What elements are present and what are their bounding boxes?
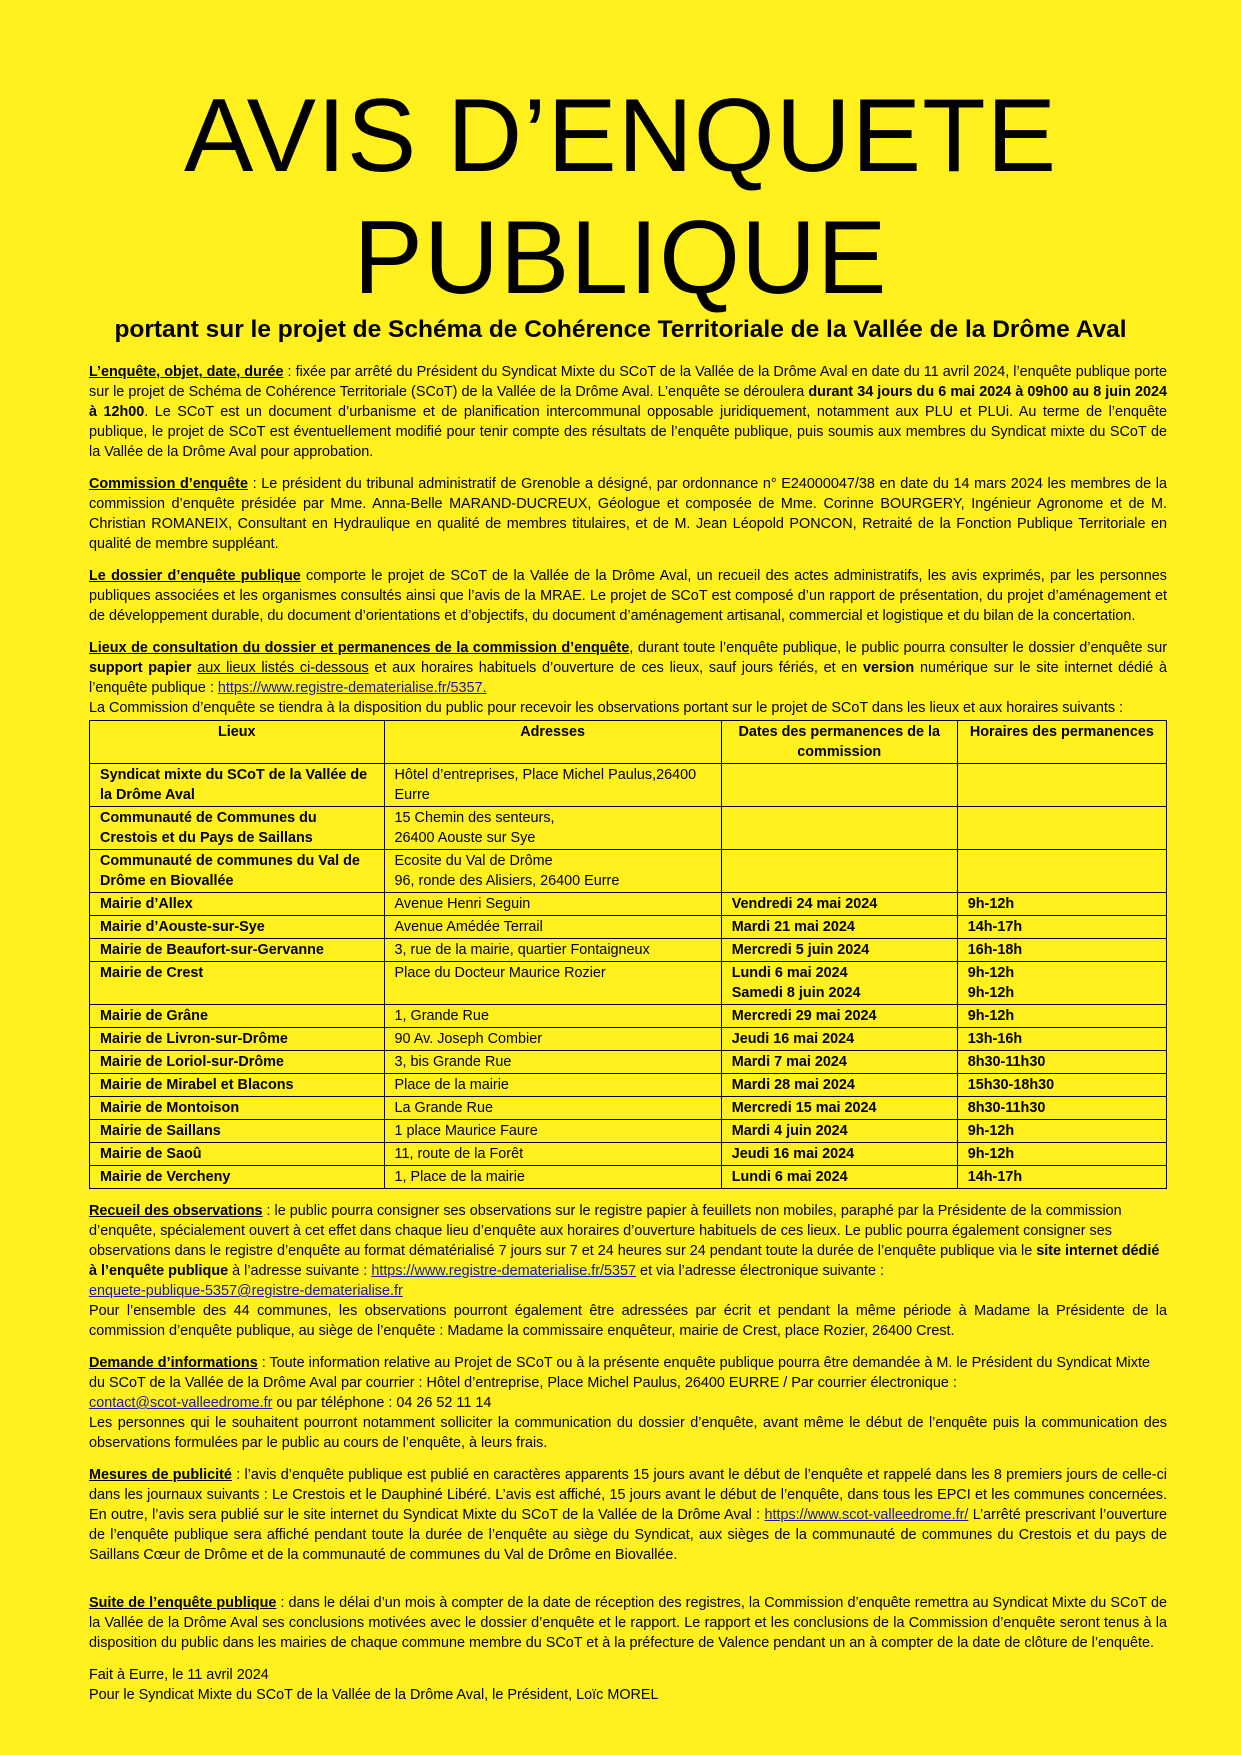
cell-adresse: Avenue Henri Seguin — [384, 893, 721, 916]
cell-lieu: Mairie d’Aouste-sur-Sye — [90, 916, 385, 939]
table-intro: La Commission d’enquête se tiendra à la disposition du public pour recevoir les observations portant sur le projet de SCoT dans les lieux et aux horaires suivants : — [89, 700, 1124, 716]
cell-lieu: Communauté de Communes du Crestois et du Pays de Saillans — [90, 807, 385, 850]
title-line-1: AVIS D’ENQUETE — [183, 78, 1058, 194]
cell-date: Mardi 21 mai 2024 — [721, 916, 957, 939]
cell-horaire: 16h-18h — [957, 939, 1166, 962]
cell-date: Mercredi 15 mai 2024 — [721, 1097, 957, 1120]
contact-email-link[interactable]: contact@scot-valleedrome.fr — [89, 1395, 273, 1411]
registre-link[interactable]: https://www.registre-dematerialise.fr/5357 — [371, 1263, 637, 1279]
cell-lieu: Mairie de Vercheny — [90, 1166, 385, 1189]
section-demande: Demande d’informations : Toute information relative au Projet de SCoT ou à la présente enquête publique pourra être demandée à M. le Président du Syndicat Mixte du SCoT de la Vallée de la Drôme Aval par courrier : Hôtel d’entreprise, Place Michel Paulus, 26400 EURRE / Par courrier électronique : contact@scot-valleedrome.fr ou par téléphone : 04 26 52 11 14 — [89, 1355, 1150, 1411]
column-header: Lieux — [90, 721, 385, 764]
cell-lieu: Mairie d’Allex — [90, 893, 385, 916]
cell-lieu: Mairie de Crest — [90, 962, 385, 1005]
table-row — [90, 850, 1167, 893]
cell-lieu: Communauté de communes du Val de Drôme en Biovallée — [90, 850, 385, 893]
table-row — [90, 962, 1167, 1005]
table-row — [90, 764, 1167, 807]
cell-adresse: 3, bis Grande Rue — [384, 1051, 721, 1074]
cell-date: Mercredi 29 mai 2024 — [721, 1005, 957, 1028]
cell-adresse: 1, Grande Rue — [384, 1005, 721, 1028]
cell-date: Mercredi 5 juin 2024 — [721, 939, 957, 962]
cell-horaire: 9h-12h — [957, 893, 1166, 916]
table-header-row — [90, 721, 1167, 764]
cell-date: Lundi 6 mai 2024 Samedi 8 juin 2024 — [721, 962, 957, 1005]
cell-date: Vendredi 24 mai 2024 — [721, 893, 957, 916]
table-row — [90, 807, 1167, 850]
cell-horaire: 9h-12h — [957, 1143, 1166, 1166]
cell-horaire: 14h-17h — [957, 916, 1166, 939]
registre-email-link[interactable]: enquete-publique-5357@registre-dematerialise.fr — [89, 1283, 403, 1299]
notice-subtitle: portant sur le projet de Schéma de Cohérence Territoriale de la Vallée de la Drôme Aval — [114, 316, 1127, 343]
table-row — [90, 1074, 1167, 1097]
column-header: Horaires des permanences — [957, 721, 1166, 764]
cell-adresse: Place de la mairie — [384, 1074, 721, 1097]
section-heading: Le dossier d’enquête publique — [89, 568, 301, 584]
cell-adresse: Ecosite du Val de Drôme 96, ronde des Alisiers, 26400 Eurre — [384, 850, 721, 893]
cell-adresse: Hôtel d’entreprises, Place Michel Paulus,26400 Eurre — [384, 764, 721, 807]
cell-date: Jeudi 16 mai 2024 — [721, 1143, 957, 1166]
cell-lieu: Mairie de Grâne — [90, 1005, 385, 1028]
demande-para-2: Les personnes qui le souhaitent pourront notamment solliciter la communication du dossier d’enquête, avant même le début de l’enquête puis la communication des observations formulées par le public au cours de l’enquête, à leurs frais. — [89, 1415, 1167, 1451]
cell-date: Mardi 4 juin 2024 — [721, 1120, 957, 1143]
cell-adresse: 1 place Maurice Faure — [384, 1120, 721, 1143]
cell-date: Lundi 6 mai 2024 — [721, 1166, 957, 1189]
cell-adresse: 15 Chemin des senteurs, 26400 Aouste sur Sye — [384, 807, 721, 850]
column-header: Dates des permanences de la commission — [721, 721, 957, 764]
table-row — [90, 1120, 1167, 1143]
cell-horaire: 9h-12h — [957, 1120, 1166, 1143]
cell-horaire: 8h30-11h30 — [957, 1097, 1166, 1120]
signature-signatory: Pour le Syndicat Mixte du SCoT de la Vallée de la Drôme Aval, le Président, Loïc MOREL — [89, 1687, 659, 1703]
cell-lieu: Mairie de Livron-sur-Drôme — [90, 1028, 385, 1051]
section-heading: Recueil des observations — [89, 1203, 263, 1219]
cell-horaire — [957, 807, 1166, 850]
cell-date — [721, 807, 957, 850]
cell-adresse: Place du Docteur Maurice Rozier — [384, 962, 721, 1005]
cell-adresse: 1, Place de la mairie — [384, 1166, 721, 1189]
cell-date — [721, 850, 957, 893]
section-heading: L’enquête, objet, date, durée — [89, 364, 284, 380]
table-row — [90, 916, 1167, 939]
section-suite: Suite de l’enquête publique : dans le délai d’un mois à compter de la date de réception des registres, la Commission d’enquête remettra au Syndicat Mixte du SCoT de la Vallée de la Drôme Aval ses conclusions motivées avec le dossier d’enquête et le rapport. Le rapport et les conclusions de la Commission d’enquête seront tenus à la disposition du public dans les mairies de chaque commune membre du SCoT et à la préfecture de Valence pendant un an à compter de la date de clôture de l’enquête. — [89, 1595, 1167, 1651]
table-row — [90, 893, 1167, 916]
section-heading: Mesures de publicité — [89, 1467, 232, 1483]
cell-lieu: Mairie de Loriol-sur-Drôme — [90, 1051, 385, 1074]
section-dossier: Le dossier d’enquête publique comporte le projet de SCoT de la Vallée de la Drôme Aval, un recueil des actes administratifs, les avis exprimés, par les personnes publiques associées et les organismes consultés ainsi que l’avis de la MRAE. Le projet de SCoT est composé d’un rapport de présentation, du projet d’aménagement et de développement durable, du document d’orientations et d’objectifs, du document d’aménagement artisanal, commercial et logistique et du bilan de la concertation. — [89, 568, 1167, 624]
cell-date: Jeudi 16 mai 2024 — [721, 1028, 957, 1051]
cell-date — [721, 764, 957, 807]
cell-horaire: 8h30-11h30 — [957, 1051, 1166, 1074]
cell-adresse: 90 Av. Joseph Combier — [384, 1028, 721, 1051]
section-heading: Lieux de consultation du dossier et permanences de la commission d’enquête — [89, 640, 630, 656]
cell-lieu: Syndicat mixte du SCoT de la Vallée de la Drôme Aval — [90, 764, 385, 807]
section-heading: Demande d’informations — [89, 1355, 258, 1371]
cell-horaire — [957, 850, 1166, 893]
cell-adresse: Avenue Amédée Terrail — [384, 916, 721, 939]
cell-lieu: Mairie de Beaufort-sur-Gervanne — [90, 939, 385, 962]
section-commission: Commission d’enquête : Le président du tribunal administratif de Grenoble a désigné, par ordonnance n° E24000047/38 en date du 14 mars 2024 les membres de la commission d’enquête présidée par Mme. Anna-Belle MARAND-DUCREUX, Géologue et composée de Mme. Corinne BOURGERY, Ingénieur Agronome et de M. Christian ROMANEIX, Consultant en Hydraulique en qualité de membres titulaires, et de M. Jean Léopold PONCON, Retraité de la Fonction Publique Territoriale en qualité de membre suppléant. — [89, 476, 1168, 552]
cell-lieu: Mairie de Saoû — [90, 1143, 385, 1166]
section-publicite: Mesures de publicité : l’avis d’enquête publique est publié en caractères apparents 15 jours avant le début de l’enquête et rappelé dans les 8 premiers jours de celle-ci dans les journaux suivants : Le Crestois et le Dauphiné Libéré. L’avis est affiché, 15 jours avant le début de l’enquête, dans tous les EPCI et les communes concernées. En outre, l’avis sera publié sur le site internet du Syndicat Mixte du SCoT de la Vallée de la Drôme Aval : https://www.scot-valleedrome.fr/ L’arrêté prescrivant l’ouverture de l’enquête publique sera affiché pendant toute la durée de l’enquête au siège du Syndicat, aux sièges de la communauté de communes du Crestois et du pays de Saillans Cœur de Drôme et de la communauté de communes du Val de Drôme en Biovallée. — [89, 1467, 1167, 1563]
table-row — [90, 1051, 1167, 1074]
cell-adresse: La Grande Rue — [384, 1097, 721, 1120]
section-enquete: L’enquête, objet, date, durée : fixée par arrêté du Président du Syndicat Mixte du SCoT de la Vallée de la Drôme Aval en date du 11 avril 2024, l’enquête publique porte sur le projet de Schéma de Cohérence Territoriale (SCoT) de la Vallée de la Drôme Aval. L’enquête se déroulera durant 34 jours du 6 mai 2024 à 09h00 au 8 juin 2024 à 12h00. Le SCoT est un document d’urbanisme et de planification intercommunal opposable juridiquement, notamment aux PLU et PLUi. Au terme de l’enquête publique, le projet de SCoT est éventuellement modifié pour tenir compte des résultats de l’enquête publique, puis soumis aux membres du Syndicat mixte du SCoT de la Vallée de la Drôme Aval pour approbation. — [89, 364, 1167, 460]
table-row — [90, 1005, 1167, 1028]
notice-title — [0, 75, 1241, 319]
table-row — [90, 939, 1167, 962]
signature-place-date: Fait à Eurre, le 11 avril 2024 — [89, 1667, 269, 1683]
section-heading: Commission d’enquête — [89, 476, 248, 492]
cell-horaire — [957, 764, 1166, 807]
cell-adresse: 3, rue de la mairie, quartier Fontaigneux — [384, 939, 721, 962]
cell-lieu: Mairie de Mirabel et Blacons — [90, 1074, 385, 1097]
cell-horaire: 15h30-18h30 — [957, 1074, 1166, 1097]
cell-horaire: 14h-17h — [957, 1166, 1166, 1189]
cell-horaire: 9h-12h 9h-12h — [957, 962, 1166, 1005]
cell-horaire: 9h-12h — [957, 1005, 1166, 1028]
title-line-2: PUBLIQUE — [353, 200, 888, 316]
table-row — [90, 1143, 1167, 1166]
recueil-para-2: Pour l’ensemble des 44 communes, les observations pourront également être adressées par écrit et pendant la même période à Madame la Présidente de la commission d’enquête publique, au siège de l’enquête : Madame la commissaire enquêteur, mairie de Crest, place Rozier, 26400 Crest. — [89, 1303, 1167, 1339]
permanences-table — [89, 720, 1167, 1189]
section-lieux: Lieux de consultation du dossier et permanences de la commission d’enquête, durant toute l’enquête publique, le public pourra consulter le dossier d’enquête sur support papier aux lieux listés ci-dessous et aux horaires habituels d’ouverture de ces lieux, sauf jours fériés, et en version numérique sur le site internet dédié à l’enquête publique : https://www.registre-dematerialise.fr/5357. — [89, 640, 1168, 696]
section-heading: Suite de l’enquête publique — [89, 1595, 277, 1611]
registre-link[interactable]: https://www.registre-dematerialise.fr/5357. — [217, 680, 487, 696]
column-header: Adresses — [384, 721, 721, 764]
cell-date: Mardi 7 mai 2024 — [721, 1051, 957, 1074]
table-row — [90, 1097, 1167, 1120]
section-recueil: Recueil des observations : le public pourra consigner ses observations sur le registre papier à feuillets non mobiles, paraphé par la Présidente de la commission d’enquête, spécialement ouvert à cet effet dans chaque lieu d’enquête aux horaires d’ouverture habituels de ces lieux. Le public pourra également consigner ses observations dans le registre d’enquête au format dématérialisé 7 jours sur 7 et 24 heures sur 24 pendant toute la durée de l’enquête publique via le site internet dédié à l’enquête publique à l’adresse suivante : https://www.registre-dematerialise.fr/5357 et via l’adresse électronique suivante : enquete-publique-5357@registre-dematerialise.fr — [89, 1203, 1160, 1299]
cell-date: Mardi 28 mai 2024 — [721, 1074, 957, 1097]
notice-body — [89, 362, 1167, 1705]
cell-lieu: Mairie de Saillans — [90, 1120, 385, 1143]
permanences-table-body — [90, 764, 1167, 1189]
cell-adresse: 11, route de la Forêt — [384, 1143, 721, 1166]
scot-website-link[interactable]: https://www.scot-valleedrome.fr/ — [764, 1507, 969, 1523]
table-row — [90, 1028, 1167, 1051]
signature-block — [89, 1665, 1167, 1705]
cell-horaire: 13h-16h — [957, 1028, 1166, 1051]
cell-lieu: Mairie de Montoison — [90, 1097, 385, 1120]
table-row — [90, 1166, 1167, 1189]
